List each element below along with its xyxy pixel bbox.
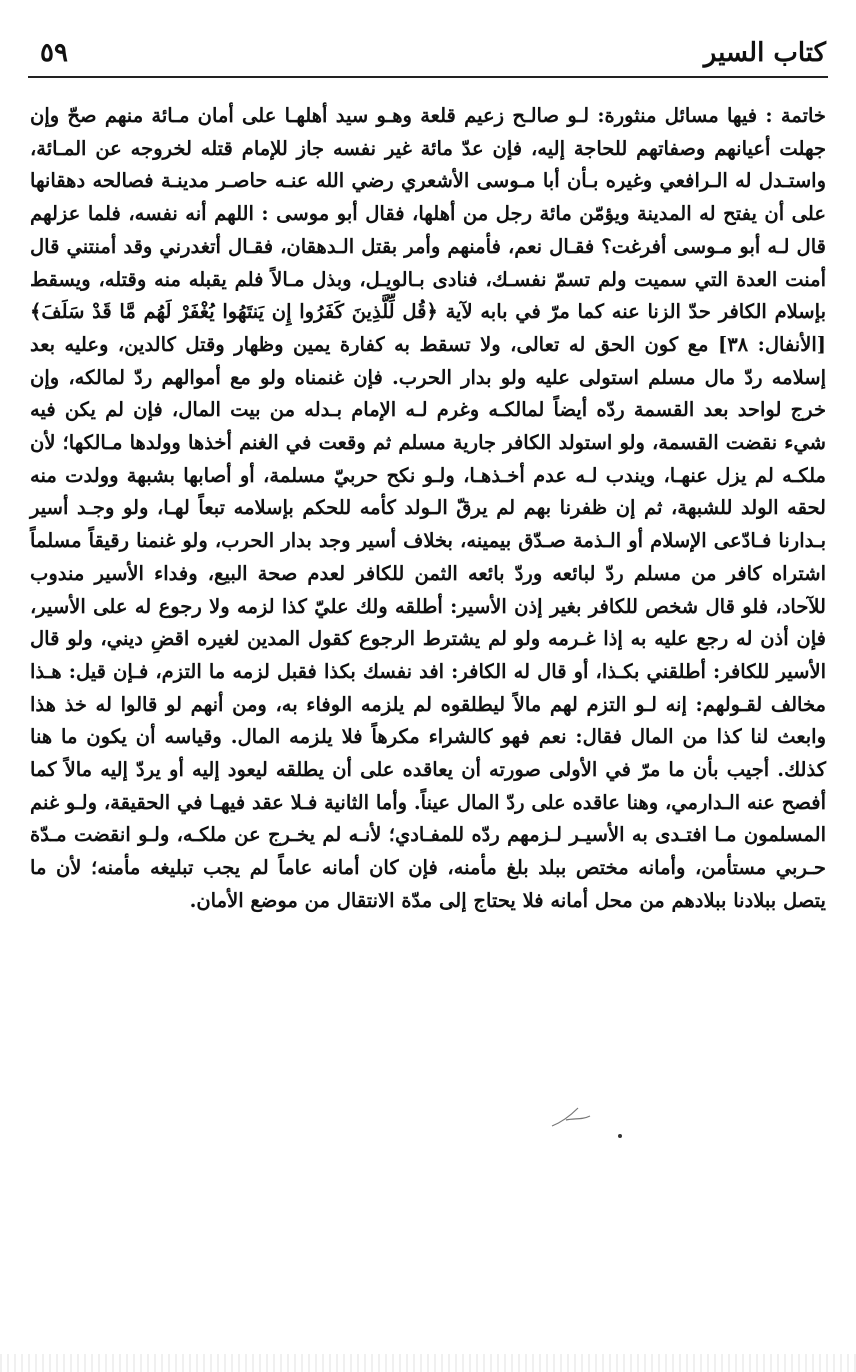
body-paragraph: خاتمة : فيها مسائل منثورة: لـو صالـح زعيم قلعة وهـو سيد أهلهـا على أمان مـائة منهم صحّ وإن جهلت أعيانهم وصفاتهم للحاجة إليه، فإن عدّ مائة غير نفسه جاز للإمام قتله لخروجه عن المـائة، واستـدل له الـرافعي وغيره بـأن أبا مـوسى الأشعري رضي الله عنـه حاصـر مدينـة فصالحه دهقانها على أن يفتح له المدينة ويؤمّن مائة رجل من أهلها، فقال أبو موسى : اللهم أنه نفسه، فلما عزلهم قال لـه أبو مـوسى أفرغت؟ فقـال نعم، فأمنهم وأمر بقتل الـدهقان، فقـال أتغدرني وقد أمنتني قال أمنت العدة التي سميت ولم تسمّ نفسـك، فنادى بـالويـل، وبذل مـالاً فلم يقبله منه وقتله، ويسقط بإسلام الكافر حدّ الزنا عنه كما مرّ في بابه لآية ﴿قُل لِّلَّذِينَ كَفَرُوا إِن يَنتَهُوا يُغْفَرْ لَهُم مَّا قَدْ سَلَفَ﴾ [الأنفال: ٣٨] مع كون الحق له تعالى، ولا تسقط به كفارة يمين وظهار وقتل كالدين، وعليه بعد إسلامه ردّ مال مسلم استولى عليه ولو بدار الحرب. فإن غنمناه ولو مع أموالهم ردّ لمالكه، وإن خرج لواحد بعد القسمة ردّه أيضاً لمالكـه وغرم لـه الإمام بـدله من بيت المال، فإن لم يكن فيه شيء نقضت القسمة، ولو استولد الكافر جارية مسلم ثم وقعت في الغنم أخذها وولدها مـالكها؛ لأن ملكـه لم يزل عنهـا، ويندب لـه عدم أخـذهـا، ولـو نكح حربيّ مسلمة، أو أصابها بشبهة وولدت منه لحقه الولد للشبهة، ثم إن ظفرنا بهم لم يرقّ الـولد كأمه للحكم بإسلامه تبعاً لهـا، ولو وجـد أسير بـدارنا فـادّعى الإسلام أو الـذمة صـدّق بيمينه، بخلاف أسير وجد بدار الحرب، ولو غنمنا رقيقاً مسلماً اشتراه كافر من مسلم ردّ لبائعه وردّ بائعه الثمن للكافر لعدم صحة البيع، وفداء الأسير مندوب للآحاد، فلو قال شخص للكافر بغير إذن الأسير: أطلقه ولك عليّ كذا لزمه ولا رجوع له على الأسير، فإن أذن له رجع عليه به إذا غـرمه ولو لم يشترط الرجوع كقول المدين لغيره اقضِ ديني، ولو قال الأسير للكافر: أطلقني بكـذا، أو قال له الكافر: افد نفسك بكذا فقبل لزمه ما التزم، فـإن قيل: هـذا مخالف لقـولهم: إنه لـو التزم لهم مالاً ليطلقوه لم يلزمه الوفاء به، ومن أنهم لو قالوا له خذ هذا وابعث لنا كذا من المال فقال: نعم فهو كالشراء مكرهاً فلا يلزمه المال. وقياسه أن يكون ما هنا كذلك. أجيب بأن ما مرّ في الأولى صورته أن يعاقده على أن يطلقه ليعود إليه أو يردّ إليه مالاً كما أفصح عنه الـدارمي، وهنا عاقده على ردّ المال عيناً. وأما الثانية فـلا عقد فيهـا في الحقيقة، ولـو غنم المسلمون مـا افتـدى به الأسيـر لـزمهم ردّه للمفـادي؛ لأنـه لم يخـرج عن ملكـه، ولـو انقضت مـدّة حـربي مستأمن، وأمانه مختص ببلد بلغ مأمنه، فإن كان أمانه عاماً لم يجب تبليغه مأمنه؛ لأن ما يتصل ببلادنا ببلادهم من محل أمانه فلا يحتاج إلى مدّة الانتقال من موضع الأمان. — [30, 104, 826, 912]
scan-edge-noise — [0, 1354, 856, 1372]
page-header — [40, 36, 826, 80]
page-number: ٥٩ — [40, 38, 68, 68]
header-rule — [28, 76, 828, 78]
handwritten-mark — [548, 1098, 594, 1132]
running-title: كتاب السير — [703, 38, 826, 68]
ink-dot — [618, 1134, 622, 1138]
body-text — [30, 100, 826, 918]
